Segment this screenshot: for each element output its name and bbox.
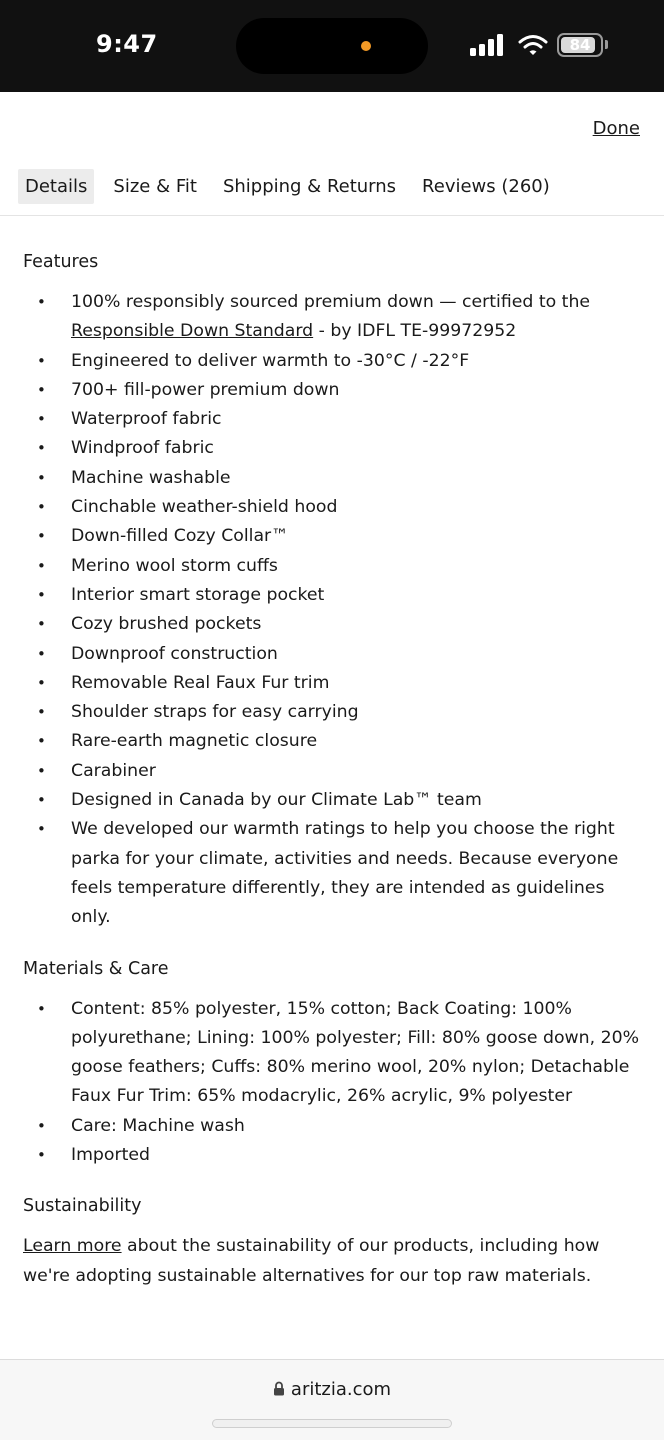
tab-size-fit[interactable]: Size & Fit — [113, 176, 197, 197]
lock-icon — [273, 1381, 285, 1396]
list-item: • Cozy brushed pockets — [23, 610, 643, 639]
done-button[interactable]: Done — [592, 118, 640, 139]
list-item: • Interior smart storage pocket — [23, 581, 643, 610]
wifi-icon — [518, 33, 548, 57]
list-item: • Care: Machine wash — [23, 1112, 643, 1141]
list-item: • Cinchable weather-shield hood — [23, 493, 643, 522]
cellular-signal-icon — [470, 34, 506, 56]
list-item: • Downproof construction — [23, 640, 643, 669]
dynamic-island — [236, 18, 428, 74]
address-bar[interactable] — [0, 1379, 664, 1400]
tab-reviews[interactable]: Reviews (260) — [422, 176, 550, 197]
details-content — [23, 252, 643, 1291]
list-item: • 100% responsibly sourced premium down — certified to the Responsible Down Standard - by IDFL TE-99972952 — [23, 288, 643, 347]
sustainability-title: Sustainability — [23, 1196, 142, 1217]
list-item: • Designed in Canada by our Climate Lab™ team — [23, 786, 643, 815]
battery-cap — [605, 40, 608, 49]
list-item: • Merino wool storm cuffs — [23, 552, 643, 581]
tab-shipping-returns[interactable]: Shipping & Returns — [222, 176, 397, 197]
list-item: • 700+ fill-power premium down — [23, 376, 643, 405]
materials-list — [23, 995, 643, 1171]
learn-more-link[interactable]: Learn more — [23, 1236, 122, 1257]
list-item: • Imported — [23, 1141, 643, 1170]
list-item: • Engineered to deliver warmth to -30°C / -22°F — [23, 347, 643, 376]
browser-bottom-bar — [0, 1359, 664, 1440]
materials-care-title: Materials & Care — [23, 958, 169, 979]
list-item: • Removable Real Faux Fur trim — [23, 669, 643, 698]
features-title: Features — [23, 252, 99, 272]
privacy-indicator-dot — [361, 41, 371, 51]
url-text: aritzia.com — [290, 1379, 392, 1400]
tab-details[interactable]: Details — [18, 169, 94, 204]
battery-level: 84 — [569, 36, 591, 54]
list-item: • Down-filled Cozy Collar™ — [23, 522, 643, 551]
list-item: • Rare-earth magnetic closure — [23, 727, 643, 756]
features-list — [23, 288, 643, 933]
list-item: • We developed our warmth ratings to help you choose the right parka for your climate, activities and needs. Because everyone feels temperature differently, they are intended as guidelines only. — [23, 815, 643, 932]
list-item: • Machine washable — [23, 464, 643, 493]
list-item: • Carabiner — [23, 757, 643, 786]
tab-divider — [0, 215, 664, 216]
home-indicator[interactable] — [212, 1419, 452, 1428]
status-time: 9:47 — [96, 30, 158, 58]
list-item: • Windproof fabric — [23, 434, 643, 463]
tab-bar — [18, 169, 569, 204]
list-item: • Content: 85% polyester, 15% cotton; Back Coating: 100% polyurethane; Lining: 100% polyester; Fill: 80% goose down, 20% goose feathers; Cuffs: 80% merino wool, 20% nylon; Detachable Faux Fur Trim: 65% modacrylic, 26% acrylic, 9% polyester — [23, 995, 643, 1112]
status-bar — [0, 0, 664, 92]
list-item: • Waterproof fabric — [23, 405, 643, 434]
list-item: • Shoulder straps for easy carrying — [23, 698, 643, 727]
sustainability-text: Learn more about the sustainability of our products, including how we're adopting sustainable alternatives for our top raw materials. — [23, 1236, 600, 1286]
responsible-down-standard-link[interactable]: Responsible Down Standard — [71, 321, 314, 342]
